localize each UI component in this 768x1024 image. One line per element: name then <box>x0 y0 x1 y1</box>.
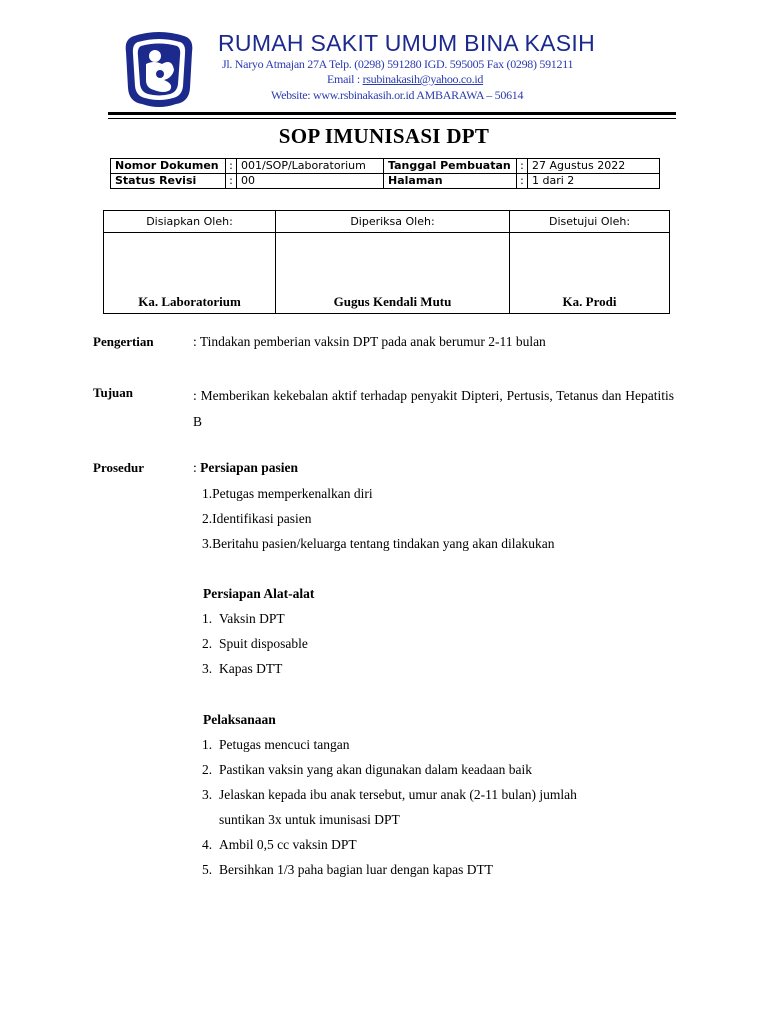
hospital-address: Jl. Naryo Atmajan 27A Telp. (0298) 591280 IGD. 595005 Fax (0298) 591211 <box>222 57 574 71</box>
list-number: 1. <box>202 611 213 626</box>
list-number: 5. <box>202 862 213 877</box>
list-item <box>202 787 577 803</box>
list-item: 3.Beritahu pasien/keluarga tentang tindakan yang akan dilakukan <box>202 536 555 551</box>
doc-number-label: Nomor Dokumen <box>111 159 226 174</box>
list-text: Kapas DTT <box>219 661 283 676</box>
created-date-value: 27 Agustus 2022 <box>528 159 660 174</box>
list-text: suntikan 3x untuk imunisasi DPT <box>219 812 400 827</box>
document-info-table <box>110 158 660 189</box>
document-title: SOP IMUNISASI DPT <box>278 124 490 148</box>
revision-value: 00 <box>237 174 384 189</box>
hospital-name: RUMAH SAKIT UMUM BINA KASIH <box>218 30 596 56</box>
page-value: 1 dari 2 <box>528 174 660 189</box>
separator: : <box>517 159 528 174</box>
approved-by-name: Ka. Prodi <box>510 233 670 314</box>
tools-prep-title: Persiapan Alat-alat <box>203 586 315 601</box>
header-divider-thin <box>108 118 676 119</box>
list-number: 2. <box>202 762 213 777</box>
page-label: Halaman <box>384 174 517 189</box>
execution-title: Pelaksanaan <box>203 712 276 727</box>
procedure-label: Prosedur <box>93 460 145 475</box>
email-link[interactable]: rsubinakasih@yahoo.co.id <box>362 72 484 86</box>
checked-by-name: Gugus Kendali Mutu <box>276 233 510 314</box>
hospital-website: Website: www.rsbinakasih.or.id AMBARAWA – 50614 <box>271 88 524 102</box>
prepared-by-name: Ka. Laboratorium <box>104 233 276 314</box>
list-number: 4. <box>202 837 213 852</box>
separator: : <box>226 174 237 189</box>
hospital-logo <box>124 30 194 108</box>
list-text: Ambil 0,5 cc vaksin DPT <box>219 837 357 852</box>
list-item <box>202 812 400 828</box>
doc-number-value: 001/SOP/Laboratorium <box>237 159 384 174</box>
list-item <box>202 762 532 778</box>
list-item <box>202 862 493 878</box>
email-label: Email : <box>327 72 363 86</box>
patient-prep-heading <box>193 460 298 476</box>
procedure-colon: : <box>193 460 201 475</box>
separator: : <box>226 159 237 174</box>
list-item: 1.Petugas memperkenalkan diri <box>202 486 373 501</box>
list-item <box>202 636 308 652</box>
list-number: 1. <box>202 737 213 752</box>
definition-text: : Tindakan pemberian vaksin DPT pada anak berumur 2-11 bulan <box>193 334 546 349</box>
list-item <box>202 737 349 753</box>
list-item <box>202 611 285 627</box>
list-text: Jelaskan kepada ibu anak tersebut, umur anak (2-11 bulan) jumlah <box>219 787 577 802</box>
hospital-email-line <box>327 72 483 87</box>
list-number: 3. <box>202 661 213 676</box>
header-divider-thick <box>108 112 676 115</box>
list-item <box>202 837 357 853</box>
goal-label: Tujuan <box>93 385 133 400</box>
approval-table <box>103 210 670 314</box>
list-text: Vaksin DPT <box>219 611 285 626</box>
prepared-by-header: Disiapkan Oleh: <box>104 211 276 233</box>
list-item: 2.Identifikasi pasien <box>202 511 312 526</box>
list-item <box>202 661 282 677</box>
list-number: 2. <box>202 636 213 651</box>
list-text: Bersihkan 1/3 paha bagian luar dengan kapas DTT <box>219 862 494 877</box>
revision-label: Status Revisi <box>111 174 226 189</box>
list-text: Petugas mencuci tangan <box>219 737 350 752</box>
list-number: 3. <box>202 787 213 802</box>
goal-text: : Memberikan kekebalan aktif terhadap penyakit Dipteri, Pertusis, Tetanus dan Hepatitis B <box>193 388 674 429</box>
definition-label: Pengertian <box>93 334 154 349</box>
patient-prep-title: Persiapan pasien <box>200 460 299 475</box>
created-date-label: Tanggal Pembuatan <box>384 159 517 174</box>
checked-by-header: Diperiksa Oleh: <box>276 211 510 233</box>
list-text: Spuit disposable <box>219 636 308 651</box>
separator: : <box>517 174 528 189</box>
approved-by-header: Disetujui Oleh: <box>510 211 670 233</box>
list-text: Pastikan vaksin yang akan digunakan dalam keadaan baik <box>219 762 533 777</box>
